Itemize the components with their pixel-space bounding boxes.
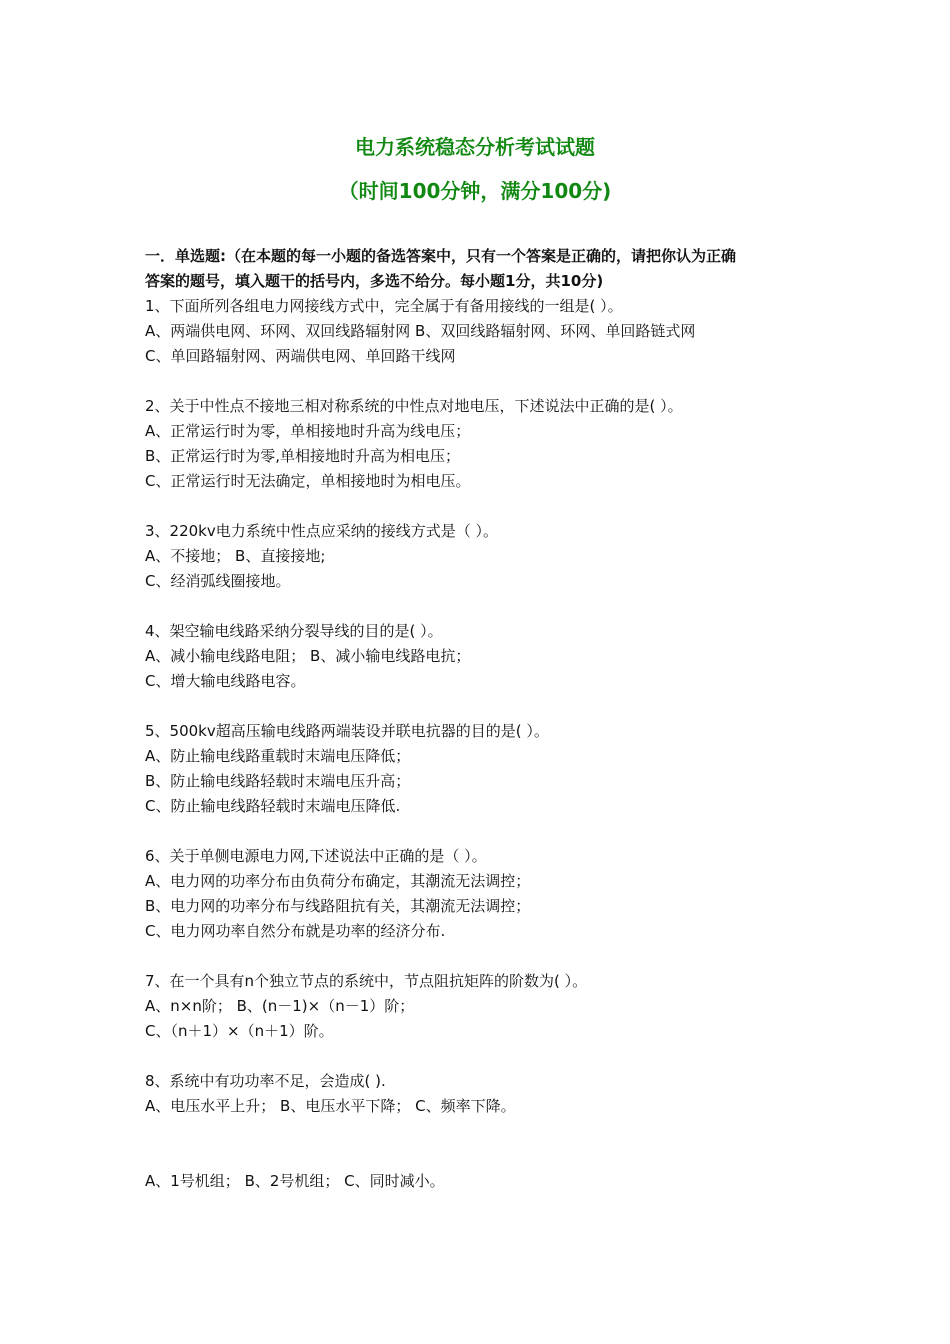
question-3 <box>145 519 815 594</box>
question-5 <box>145 719 815 819</box>
question-stem: 6、关于单侧电源电力网,下述说法中正确的是（ ）。 <box>145 847 487 865</box>
question-6 <box>145 844 815 944</box>
question-stem: 4、架空输电线路采纳分裂导线的目的是( ）。 <box>145 622 443 640</box>
question-stem: 3、220kv电力系统中性点应采纳的接线方式是（ ）。 <box>145 522 499 540</box>
question-option: A、防止输电线路重载时末端电压降低； <box>145 747 411 765</box>
blank-gap <box>145 1119 815 1169</box>
section-intro-line: 一．单选题:（在本题的每一小题的备选答案中，只有一个答案是正确的，请把你认为正确 <box>145 247 737 265</box>
section-intro-line: 答案的题号，填入题干的括号内，多选不给分。每小题1分，共10分) <box>145 272 604 290</box>
question-stem: 1、下面所列各组电力网接线方式中，完全属于有备用接线的一组是( ）。 <box>145 297 623 315</box>
question-option: A、电压水平上升； B、电压水平下降； C、频率下降。 <box>145 1097 516 1115</box>
trailing-options: A、1号机组； B、2号机组； C、同时减小。 <box>145 1172 445 1190</box>
question-option: B、正常运行时为零,单相接地时升高为相电压； <box>145 447 461 465</box>
question-option: C、单回路辐射网、两端供电网、单回路干线网 <box>145 347 456 365</box>
question-stem: 7、在一个具有n个独立节点的系统中，节点阻抗矩阵的阶数为( ）。 <box>145 972 588 990</box>
question-option: C、（n＋1）×（n＋1）阶。 <box>145 1022 334 1040</box>
question-stem: 5、500kv超高压输电线路两端装设并联电抗器的目的是( ）。 <box>145 722 549 740</box>
section-intro <box>145 244 815 294</box>
page-subtitle: （时间100分钟，满分100分) <box>338 179 612 203</box>
question-1 <box>145 294 815 369</box>
question-option: C、电力网功率自然分布就是功率的经济分布. <box>145 922 446 940</box>
question-8 <box>145 1069 815 1119</box>
question-option: A、n×n阶； B、(n－1)×（n－1）阶； <box>145 997 415 1015</box>
question-option: B、电力网的功率分布与线路阻抗有关，其潮流无法调控； <box>145 897 531 915</box>
page-title: 电力系统稳态分析考试试题 <box>355 135 595 159</box>
question-stem: 2、关于中性点不接地三相对称系统的中性点对地电压，下述说法中正确的是( ）。 <box>145 397 683 415</box>
question-option: C、防止输电线路轻载时末端电压降低. <box>145 797 401 815</box>
question-2 <box>145 394 815 494</box>
question-option: B、防止输电线路轻载时末端电压升高； <box>145 772 411 790</box>
question-option: A、电力网的功率分布由负荷分布确定，其潮流无法调控； <box>145 872 531 890</box>
question-option: C、经消弧线圈接地。 <box>145 572 291 590</box>
question-option: A、正常运行时为零，单相接地时升高为线电压； <box>145 422 471 440</box>
exam-content <box>145 244 815 1194</box>
question-option: C、增大输电线路电容。 <box>145 672 306 690</box>
question-stem: 8、系统中有功功率不足，会造成( ). <box>145 1072 386 1090</box>
question-option: A、减小输电线路电阻； B、减小输电线路电抗； <box>145 647 471 665</box>
question-option: C、正常运行时无法确定，单相接地时为相电压。 <box>145 472 471 490</box>
question-option: A、两端供电网、环网、双回线路辐射网 B、双回线路辐射网、环网、单回路链式网 <box>145 322 696 340</box>
question-4 <box>145 619 815 694</box>
question-option: A、不接地； B、直接接地; <box>145 547 326 565</box>
question-7 <box>145 969 815 1044</box>
